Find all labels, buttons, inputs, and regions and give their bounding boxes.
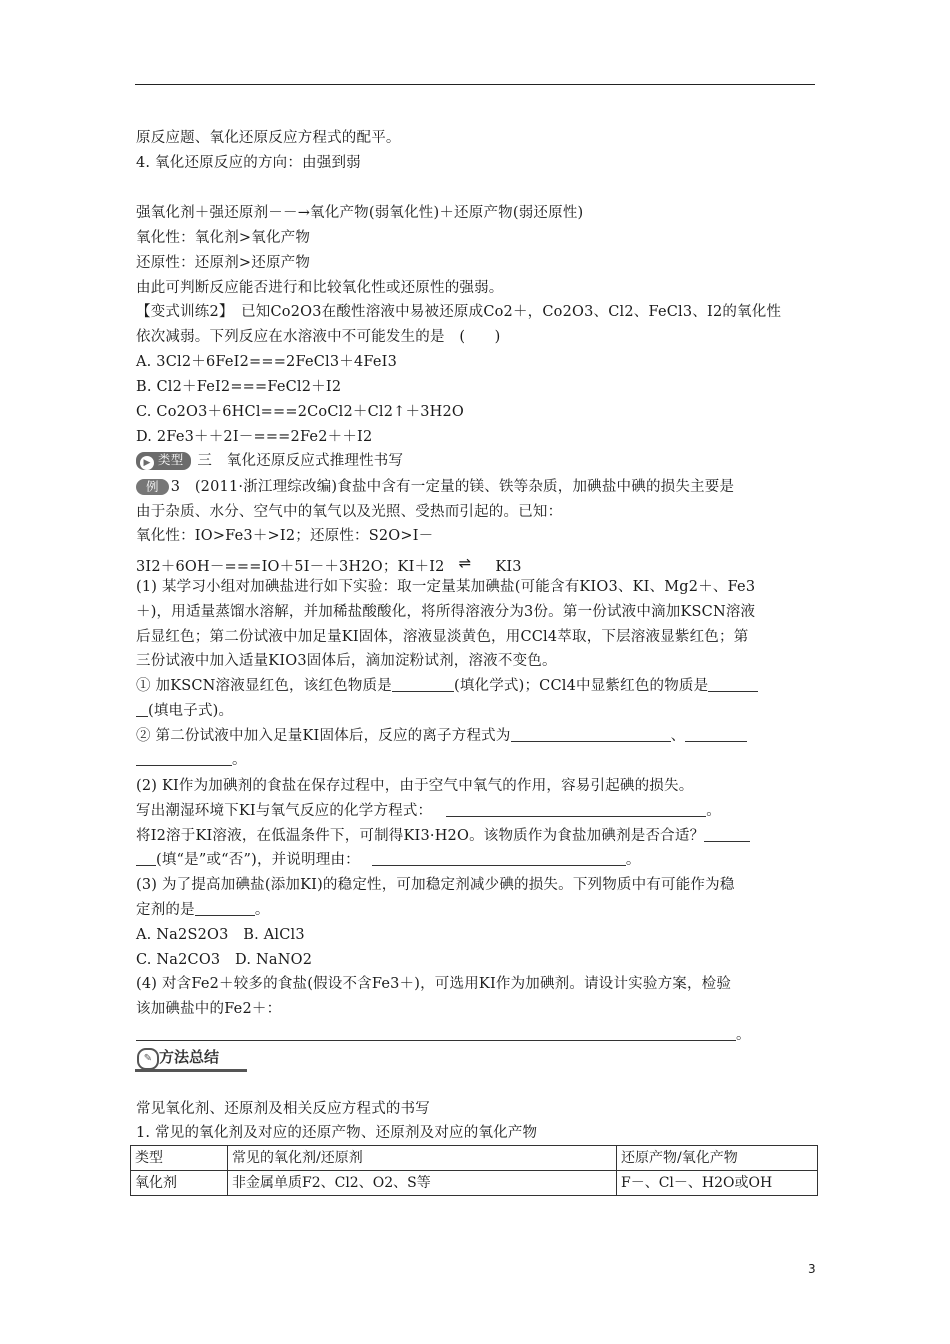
question-line: 将I2溶于KI溶液，在低温条件下，可制得KI3·H2O。该物质作为食盐加碘剂是否合适？ xyxy=(136,826,750,846)
type-heading-line xyxy=(136,451,403,471)
text-line: (1) 某学习小组对加碘盐进行如下实验：取一定量某加碘盐(可能含有KIO3、KI、Mg2＋、Fe3 xyxy=(136,579,756,595)
method-summary-heading xyxy=(135,1046,275,1074)
method-title: 方法总结 xyxy=(159,1048,220,1066)
header-rule xyxy=(135,84,815,85)
text-line: (4) 对含Fe2＋较多的食盐(假设不含Fe3＋)，可选用KI作为加碘剂。请设计实验方案，检验 xyxy=(136,976,732,992)
answer-blank[interactable] xyxy=(136,701,148,717)
equation-line: 3I2＋6OH－===IO＋5I－＋3H2O；KI＋I2 ⇌ KI3 xyxy=(136,554,522,575)
table-row xyxy=(131,1171,818,1196)
pencil-icon: ✎ xyxy=(137,1048,159,1070)
play-icon: ▶ xyxy=(140,456,154,470)
text-line: 【变式训练2】 已知Co2O3在酸性溶液中易被还原成Co2＋，Co2O3、Cl2、FeCl3、I2的氧化性 xyxy=(136,304,782,320)
reagent-table xyxy=(130,1145,818,1196)
type-heading: 三 氧化还原反应式推理性书写 xyxy=(197,453,404,469)
text-line: (3) 为了提高加碘盐(添加KI)的稳定性，可加稳定剂减少碘的损失。下列物质中有可能作为稳 xyxy=(136,877,735,893)
text-line: 由于杂质、水分、空气中的氧气以及光照、受热而引起的。已知： xyxy=(136,504,563,520)
answer-blank[interactable] xyxy=(392,676,454,692)
table-header-row xyxy=(131,1146,818,1171)
answer-blank[interactable] xyxy=(708,676,758,692)
table-header-cell: 还原产物/氧化产物 xyxy=(617,1146,818,1171)
answer-blank[interactable] xyxy=(511,726,671,742)
text-line: 氧化性：氧化剂>氧化产物 xyxy=(136,230,311,246)
table-header-cell: 类型 xyxy=(131,1146,228,1171)
table-header-cell: 常见的氧化剂/还原剂 xyxy=(228,1146,617,1171)
question-line: (填电子式)。 xyxy=(136,701,233,721)
answer-blank[interactable] xyxy=(136,750,232,766)
type-badge: ▶ 类型 xyxy=(136,452,191,470)
question-line: 。 xyxy=(136,1025,751,1045)
text-line: 该加碘盐中的Fe2＋： xyxy=(136,1001,282,1017)
page-number: 3 xyxy=(808,1262,816,1276)
answer-blank[interactable] xyxy=(704,826,750,842)
answer-blank[interactable] xyxy=(685,726,747,742)
question-line: (填“是”或“否”)，并说明理由： 。 xyxy=(136,850,641,870)
text-line: 原反应题、氧化还原反应方程式的配平。 xyxy=(136,130,401,146)
answer-blank[interactable] xyxy=(195,900,255,916)
table-cell: 氧化剂 xyxy=(131,1171,228,1196)
option-d: D. 2Fe3＋＋2I－===2Fe2＋＋I2 xyxy=(136,429,373,445)
question-line: 。 xyxy=(136,750,247,770)
text-line: 还原性：还原剂>还原产物 xyxy=(136,255,311,271)
option-line: C. Na2CO3 D. NaNO2 xyxy=(136,952,313,968)
option-line: A. Na2S2O3 B. AlCl3 xyxy=(136,927,305,943)
text-line: 常见氧化剂、还原剂及相关反应方程式的书写 xyxy=(136,1101,430,1117)
answer-blank[interactable] xyxy=(372,850,626,866)
example-badge: 例 xyxy=(136,479,169,495)
answer-blank[interactable] xyxy=(136,850,156,866)
question-line: ① 加KSCN溶液显红色，该红色物质是 (填化学式)；CCl4中显紫红色的物质是 xyxy=(136,676,758,696)
question-line: 定剂的是 。 xyxy=(136,902,270,918)
text-line: 依次减弱。下列反应在水溶液中不可能发生的是 ( ) xyxy=(136,329,501,345)
option-a: A. 3Cl2＋6FeI2===2FeCl3＋4FeI3 xyxy=(136,354,398,370)
text-line: 1. 常见的氧化剂及对应的还原产物、还原剂及对应的氧化产物 xyxy=(136,1125,538,1141)
text-line: 4. 氧化还原反应的方向：由强到弱 xyxy=(136,155,361,171)
text-line: 三份试液中加入适量KIO3固体后，滴加淀粉试剂，溶液不变色。 xyxy=(136,653,557,669)
option-c: C. Co2O3＋6HCl===2CoCl2＋Cl2↑＋3H2O xyxy=(136,404,465,420)
equilibrium-arrow-icon: ⇌ xyxy=(458,554,472,572)
text-line: 后显红色；第二份试液中加足量KI固体，溶液显淡黄色，用CCl4萃取，下层溶液显紫红色；第 xyxy=(136,629,749,645)
text-line: 由此可判断反应能否进行和比较氧化性或还原性的强弱。 xyxy=(136,280,504,296)
text-line: 强氧化剂＋强还原剂－－→氧化产物(弱氧化性)＋还原产物(弱还原性) xyxy=(136,205,584,221)
table-cell: F－、Cl－、H2O或OH xyxy=(617,1171,818,1196)
question-line: 写出潮湿环境下KI与氧气反应的化学方程式： 。 xyxy=(136,803,721,819)
option-b: B. Cl2＋FeI2===FeCl2＋I2 xyxy=(136,379,342,395)
answer-blank[interactable] xyxy=(446,801,706,817)
heading-underline xyxy=(135,1069,247,1072)
text-line: 氧化性：IO>Fe3＋>I2；还原性：S2O>I－ xyxy=(136,528,434,544)
example-line: 例 3 (2011·浙江理综改编)食盐中含有一定量的镁、铁等杂质，加碘盐中碘的损失主要是 xyxy=(136,477,734,497)
table-cell: 非金属单质F2、Cl2、O2、S等 xyxy=(228,1171,617,1196)
question-line: ② 第二份试液中加入足量KI固体后，反应的离子方程式为 、 xyxy=(136,726,747,746)
answer-blank[interactable] xyxy=(136,1025,736,1041)
text-line: (2) KI作为加碘剂的食盐在保存过程中，由于空气中氧气的作用，容易引起碘的损失。 xyxy=(136,778,694,794)
text-line: ＋)，用适量蒸馏水溶解，并加稀盐酸酸化，将所得溶液分为3份。第一份试液中滴加KSCN溶液 xyxy=(136,604,756,620)
